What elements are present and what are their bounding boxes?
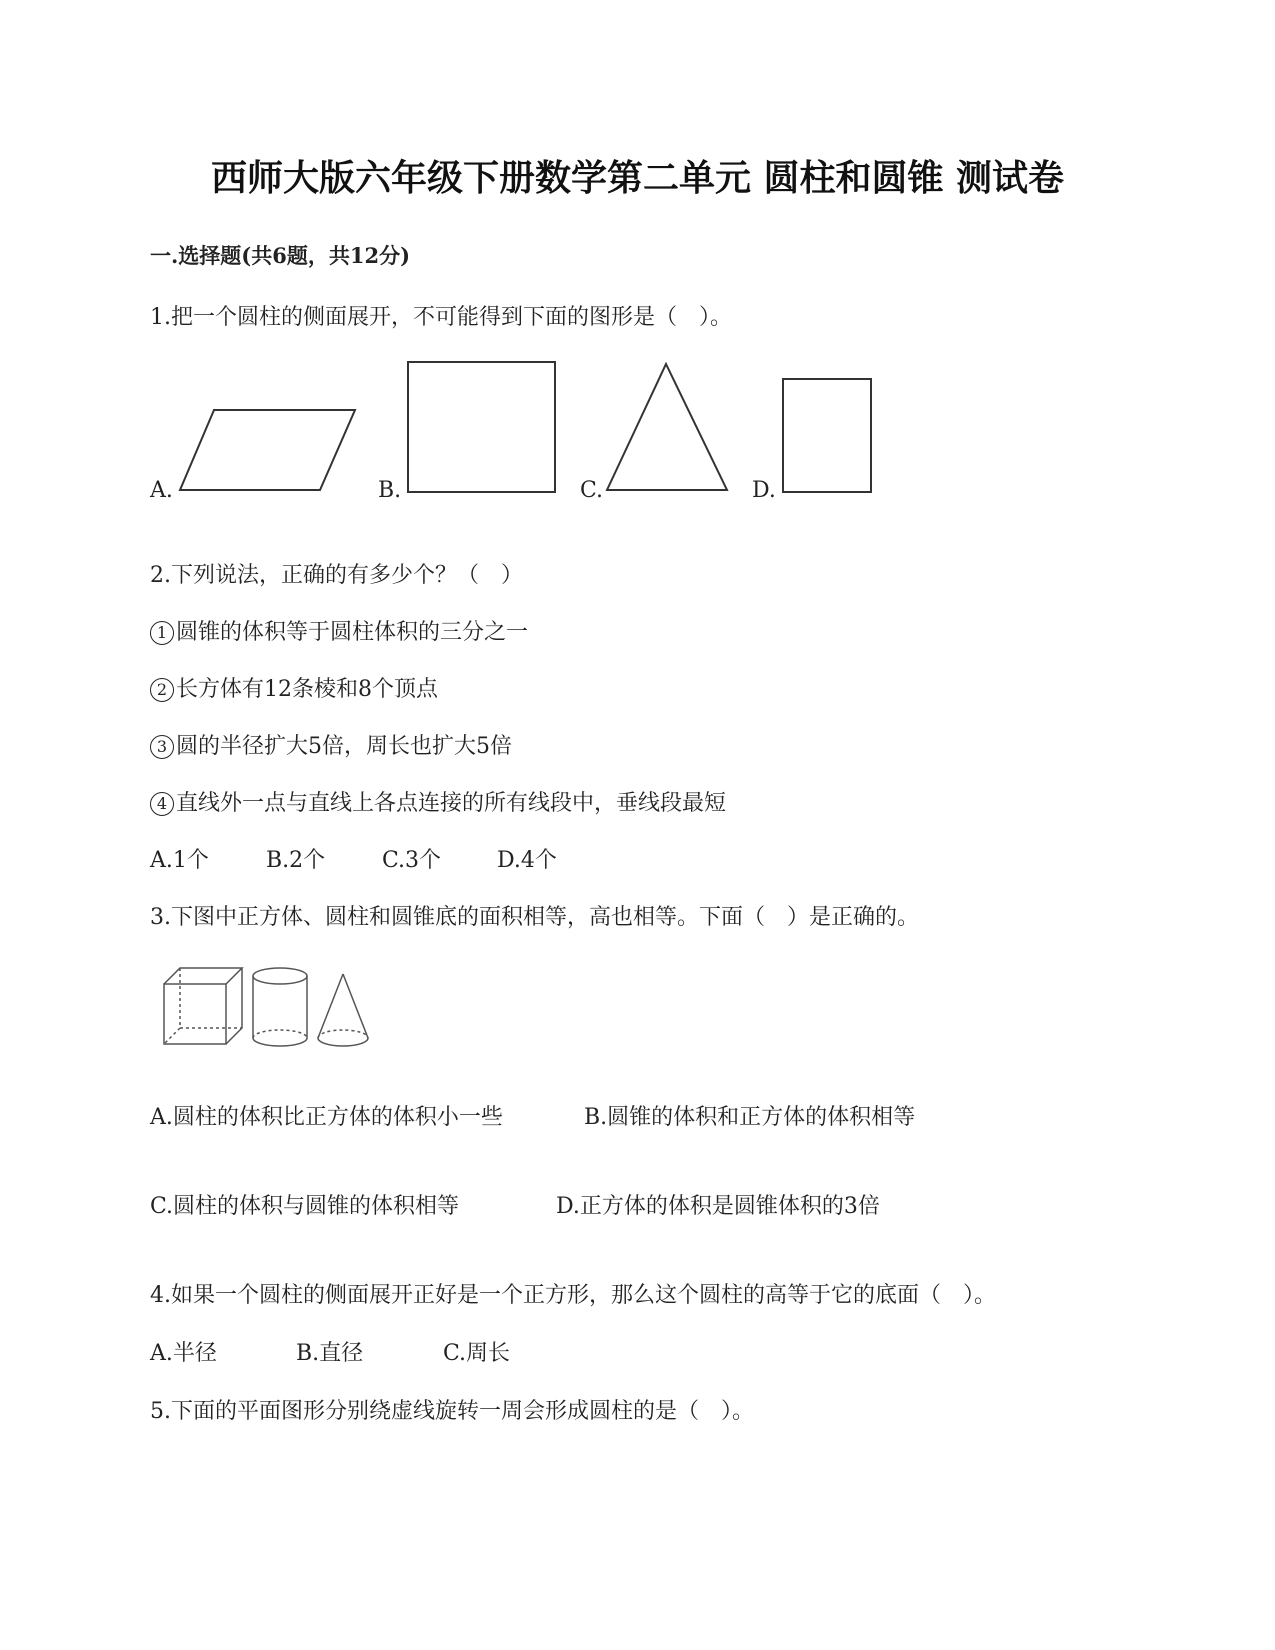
cylinder-icon xyxy=(253,968,307,1046)
q3-option-d: D.正方体的体积是圆锥体积的3倍 xyxy=(556,1194,880,1219)
q2-statement-1-number: 1 xyxy=(150,621,174,645)
q2-statement-1 xyxy=(150,615,528,646)
q2-option-d: D.4个 xyxy=(497,848,557,873)
q2-statement-1-text: 圆锥的体积等于圆柱体积的三分之一 xyxy=(176,620,529,645)
q4-option-c: C.周长 xyxy=(443,1341,511,1366)
q1-option-c-label: C. xyxy=(580,478,604,503)
parallelogram-figure xyxy=(180,405,360,495)
q3-option-a: A.圆柱的体积比正方体的体积小一些 xyxy=(150,1105,503,1130)
q4-option-b: B.直径 xyxy=(296,1341,364,1366)
q1-option-a-label: A. xyxy=(150,478,173,503)
q2-statement-2-number: 2 xyxy=(150,678,174,702)
question-3-text: 3.下图中正方体、圆柱和圆锥底的面积相等，高也相等。下面（ ）是正确的。 xyxy=(150,905,919,930)
q2-option-c: C.3个 xyxy=(382,848,442,873)
q2-statement-3 xyxy=(150,729,512,760)
question-2-text: 2.下列说法，正确的有多少个？（ ） xyxy=(150,563,523,588)
q2-statement-4-number: 4 xyxy=(150,792,174,816)
section-heading: 一.选择题(共6题，共12分) xyxy=(150,243,411,268)
page-title: 西师大版六年级下册数学第二单元 圆柱和圆锥 测试卷 xyxy=(210,157,1065,199)
question-5-text: 5.下面的平面图形分别绕虚线旋转一周会形成圆柱的是（ ）。 xyxy=(150,1399,754,1424)
q2-option-a: A.1个 xyxy=(150,848,209,873)
cone-icon xyxy=(318,974,368,1046)
rectangle-figure xyxy=(782,378,874,494)
q3-option-b: B.圆锥的体积和正方体的体积相等 xyxy=(584,1105,916,1130)
solids-figure xyxy=(158,958,378,1048)
q4-option-a: A.半径 xyxy=(150,1341,217,1366)
q2-option-b: B.2个 xyxy=(266,848,326,873)
q2-statement-2-text: 长方体有12条棱和8个顶点 xyxy=(176,677,438,702)
q1-option-d-label: D. xyxy=(752,478,776,503)
q1-option-b-label: B. xyxy=(378,478,402,503)
triangle-figure xyxy=(605,362,730,494)
square-figure xyxy=(407,361,557,496)
q2-statement-3-number: 3 xyxy=(150,735,174,759)
q2-statement-4 xyxy=(150,786,726,817)
q2-statement-4-text: 直线外一点与直线上各点连接的所有线段中，垂线段最短 xyxy=(176,791,727,816)
question-4-text: 4.如果一个圆柱的侧面展开正好是一个正方形，那么这个圆柱的高等于它的底面（ ）。 xyxy=(150,1283,996,1308)
cube-icon xyxy=(164,968,242,1044)
q3-option-c: C.圆柱的体积与圆锥的体积相等 xyxy=(150,1194,460,1219)
q2-statement-3-text: 圆的半径扩大5倍，周长也扩大5倍 xyxy=(176,734,512,759)
question-1-text: 1.把一个圆柱的侧面展开，不可能得到下面的图形是（ ）。 xyxy=(150,305,732,330)
q2-statement-2 xyxy=(150,672,438,703)
